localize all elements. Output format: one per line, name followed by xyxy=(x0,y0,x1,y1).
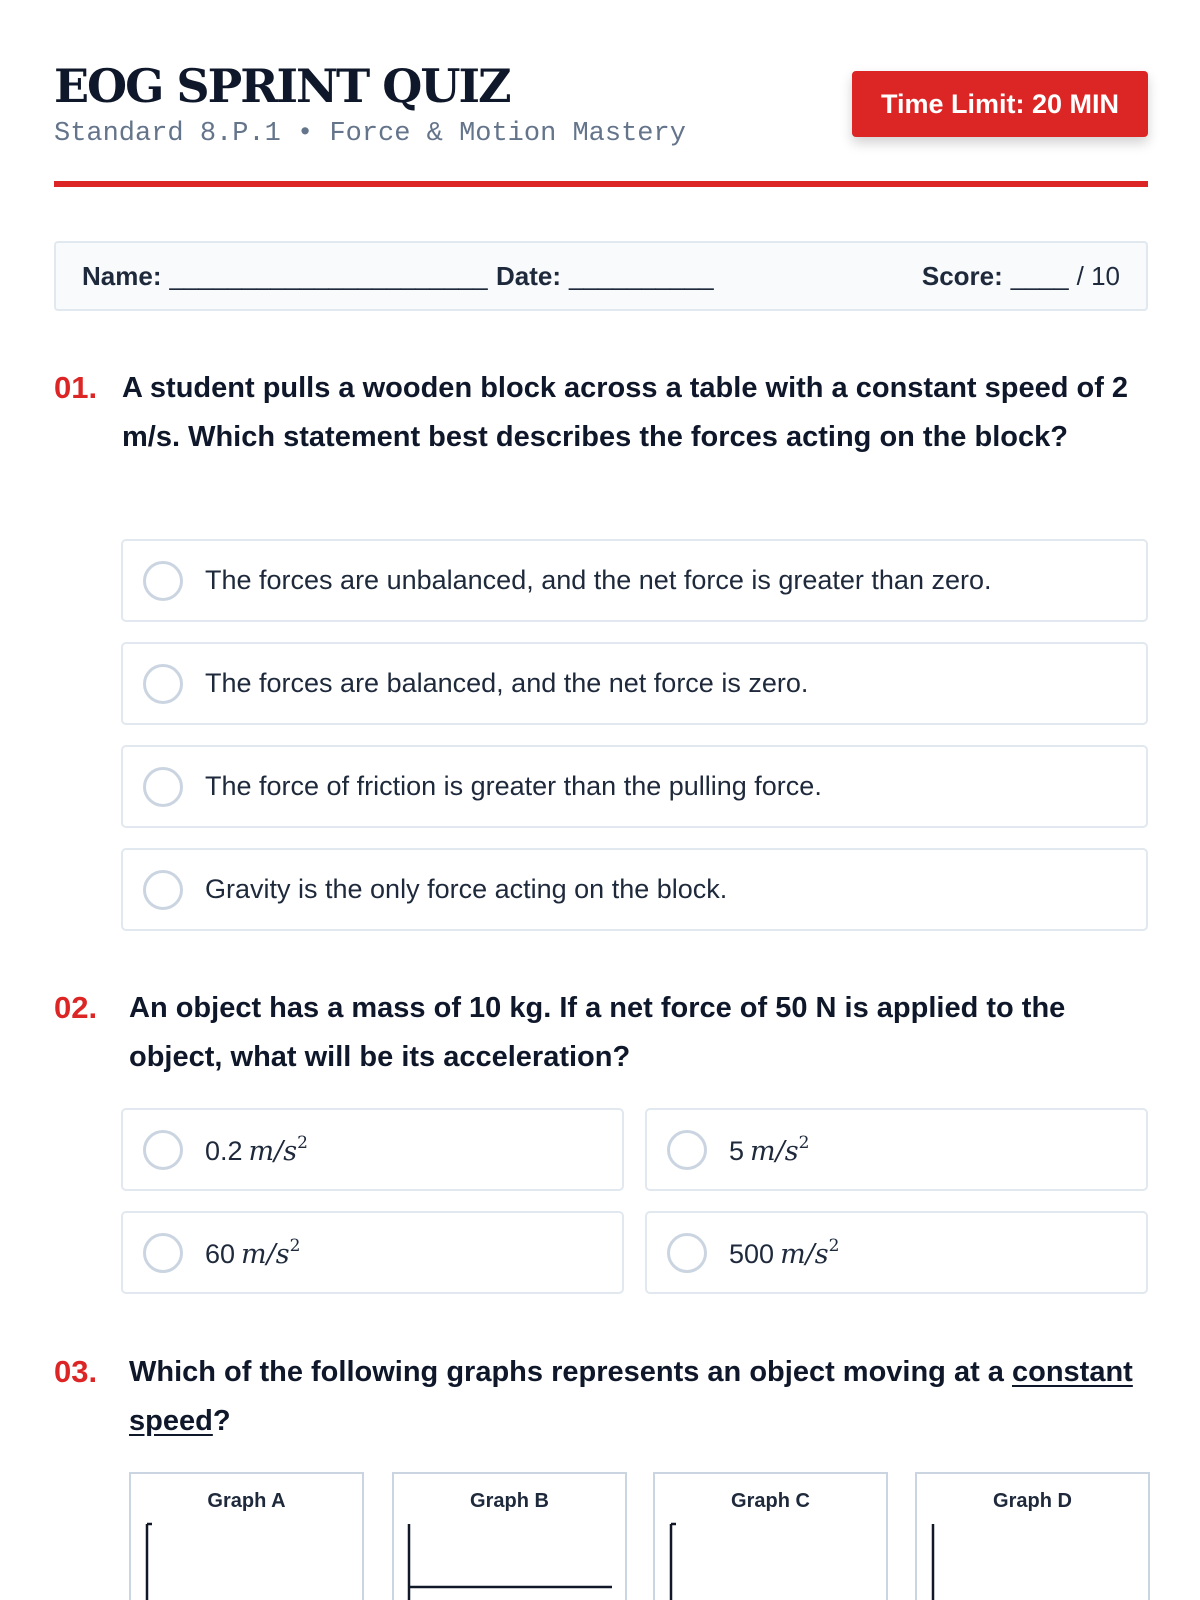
radio-button[interactable] xyxy=(143,664,183,704)
time-limit-badge: Time Limit: 20 MIN xyxy=(852,71,1148,137)
date-label: Date: xyxy=(496,260,562,291)
graph-title: Graph B xyxy=(470,1490,549,1512)
name-field[interactable] xyxy=(82,243,488,309)
answer-option-2a[interactable] xyxy=(121,1108,624,1191)
graph-option-a[interactable] xyxy=(129,1472,364,1600)
question-text: Which of the following graphs represents an object moving at a constant speed? xyxy=(129,1356,1133,1437)
option-text: 0.2 $m/s^2$ xyxy=(205,1132,308,1167)
option-text: The forces are unbalanced, and the net force is greater than zero. xyxy=(205,565,992,595)
graph-title: Graph C xyxy=(731,1490,810,1512)
answer-option-1d[interactable] xyxy=(121,848,1148,931)
answer-option-1b[interactable] xyxy=(121,642,1148,725)
answer-option-2b[interactable] xyxy=(645,1108,1148,1191)
option-text: 60 $m/s^2$ xyxy=(205,1235,301,1270)
radio-button[interactable] xyxy=(143,767,183,807)
header-divider xyxy=(54,181,1148,187)
radio-button[interactable] xyxy=(667,1130,707,1170)
question-number: 01. xyxy=(54,370,98,405)
name-label: Name: xyxy=(82,260,162,291)
date-field[interactable] xyxy=(496,243,714,309)
graph-option-c[interactable] xyxy=(653,1472,888,1600)
answer-option-1a[interactable] xyxy=(121,539,1148,622)
answer-option-2d[interactable] xyxy=(645,1211,1148,1294)
option-text: The force of friction is greater than the pulling force. xyxy=(205,771,822,801)
quiz-title: EOG SPRINT QUIZ xyxy=(54,59,510,113)
graph-option-b[interactable] xyxy=(392,1472,627,1600)
score-field xyxy=(922,243,1120,309)
radio-button[interactable] xyxy=(667,1233,707,1273)
graph-option-d[interactable] xyxy=(915,1472,1150,1600)
student-info-box xyxy=(54,241,1148,311)
question-number: 02. xyxy=(54,990,98,1025)
quiz-subtitle: Standard 8.P.1 • Force & Motion Mastery xyxy=(54,119,686,149)
score-blank: ____ xyxy=(1010,260,1069,291)
option-text: Gravity is the only force acting on the block. xyxy=(205,874,728,904)
score-label: Score: xyxy=(921,260,1003,291)
option-text: 500 $m/s^2$ xyxy=(729,1235,840,1270)
radio-button[interactable] xyxy=(143,1233,183,1273)
emphasis-text: constant speed xyxy=(129,1356,1133,1437)
radio-button[interactable] xyxy=(143,1130,183,1170)
radio-button[interactable] xyxy=(143,870,183,910)
quiz-page xyxy=(54,0,1148,1600)
graph-title: Graph D xyxy=(993,1490,1072,1512)
question-text: An object has a mass of 10 kg. If a net force of 50 N is applied to the object, what will be its acceleration? xyxy=(129,992,1066,1073)
question-text: A student pulls a wooden block across a table with a constant speed of 2 m/s. Which statement best describes the forces acting on the block? xyxy=(122,372,1129,453)
option-text: 5 $m/s^2$ xyxy=(729,1132,810,1167)
quiz-header xyxy=(54,58,1148,188)
answer-option-2c[interactable] xyxy=(121,1211,624,1294)
radio-button[interactable] xyxy=(143,561,183,601)
question-number: 03. xyxy=(54,1354,98,1389)
answer-option-1c[interactable] xyxy=(121,745,1148,828)
date-blank[interactable]: __________ xyxy=(569,260,714,291)
option-text: The forces are balanced, and the net force is zero. xyxy=(205,668,809,698)
graph-title: Graph A xyxy=(207,1490,286,1512)
score-total: / 10 xyxy=(1076,260,1120,291)
name-blank[interactable]: ______________________ xyxy=(169,260,488,291)
